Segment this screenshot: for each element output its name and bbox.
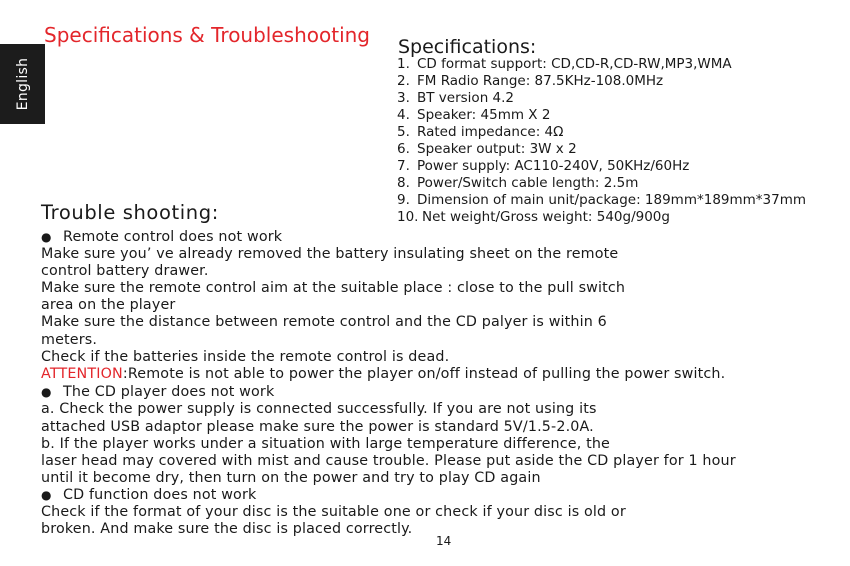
spec-item-number: 3. (397, 89, 410, 106)
spec-item-text: BT version 4.2 (417, 89, 515, 106)
section-title-text: Remote control does not work (63, 229, 283, 245)
spec-item-number: 5. (397, 123, 410, 140)
text-line: Make sure the remote control aim at the suitable place : close to the pull switch (41, 280, 626, 297)
page-title: Specifications & Troubleshooting (44, 23, 371, 47)
spec-item (397, 90, 806, 107)
spec-item-number: 9. (397, 191, 410, 208)
spec-item (397, 158, 806, 175)
language-tab (0, 44, 45, 124)
spec-item-text: Speaker: 45mm X 2 (417, 106, 551, 123)
spec-item-number: 8. (397, 174, 410, 191)
text-line: a. Check the power supply is connected successfully. If you are not using its (41, 401, 597, 418)
text-line: Make sure you’ ve already removed the battery insulating sheet on the remote (41, 246, 619, 263)
spec-item-number: 7. (397, 157, 410, 174)
cd-player-section-title (41, 384, 736, 401)
spec-item-text: Dimension of main unit/package: 189mm*189mm*37mm (417, 191, 807, 208)
spec-item-number: 1. (397, 56, 410, 72)
attention-label: ATTENTION (41, 365, 123, 382)
text-line: until it become dry, then turn on the power and try to play CD again (41, 469, 541, 486)
spec-item-text: Power supply: AC110-240V, 50KHz/60Hz (417, 157, 690, 174)
spec-item-text: Speaker output: 3W x 2 (417, 140, 577, 157)
cd-function-section-title (41, 487, 736, 504)
troubleshooting-body (41, 229, 736, 538)
bullet-icon: ● (41, 487, 52, 502)
text-line: broken. And make sure the disc is placed correctly. (41, 521, 413, 538)
spec-item (397, 107, 806, 124)
spec-item-text: Power/Switch cable length: 2.5m (417, 174, 639, 191)
spec-item (397, 192, 806, 209)
text-line: b. If the player works under a situation with large temperature difference, the (41, 435, 610, 452)
text-line: control battery drawer. (41, 263, 209, 280)
spec-item-text: Rated impedance: 4Ω (417, 123, 564, 140)
spec-item-text: CD format support: CD,CD-R,CD-RW,MP3,WMA (417, 56, 732, 72)
spec-item-number: 2. (397, 72, 410, 89)
attention-text: :Remote is not able to power the player on/off instead of pulling the power switch. (122, 365, 726, 382)
spec-item-text: FM Radio Range: 87.5KHz-108.0MHz (417, 72, 664, 89)
text-line: meters. (41, 331, 98, 348)
remote-section-title (41, 229, 736, 246)
specifications-list (397, 56, 806, 226)
text-line: Check if the batteries inside the remote control is dead. (41, 348, 450, 365)
spec-item (397, 175, 806, 192)
text-line: laser head may covered with mist and cause trouble. Please put aside the CD player for 1 hour (41, 452, 736, 469)
attention-line (41, 366, 736, 383)
spec-item (397, 124, 806, 141)
section-title-text: CD function does not work (63, 486, 257, 503)
spec-item (397, 56, 806, 73)
language-tab-label: English (14, 57, 31, 111)
bullet-icon: ● (41, 230, 52, 244)
text-line: attached USB adaptor please make sure the power is standard 5V/1.5-2.0A. (41, 418, 594, 435)
spec-item-number: 4. (397, 106, 410, 123)
specifications-heading: Specifications: (398, 36, 537, 58)
spec-item-number: 6. (397, 140, 410, 157)
spec-item-text: Net weight/Gross weight: 540g/900g (422, 208, 670, 225)
page-number: 14 (436, 534, 452, 548)
text-line: Make sure the distance between remote control and the CD palyer is within 6 (41, 314, 607, 331)
spec-item (397, 209, 806, 226)
spec-item (397, 73, 806, 90)
bullet-icon: ● (41, 385, 52, 400)
section-title-text: The CD player does not work (63, 384, 275, 401)
text-line: Check if the format of your disc is the suitable one or check if your disc is old or (41, 504, 626, 520)
spec-item (397, 141, 806, 158)
spec-item-number: 10. (397, 208, 419, 225)
text-line: area on the player (41, 297, 176, 314)
troubleshooting-heading: Trouble shooting: (41, 201, 219, 224)
